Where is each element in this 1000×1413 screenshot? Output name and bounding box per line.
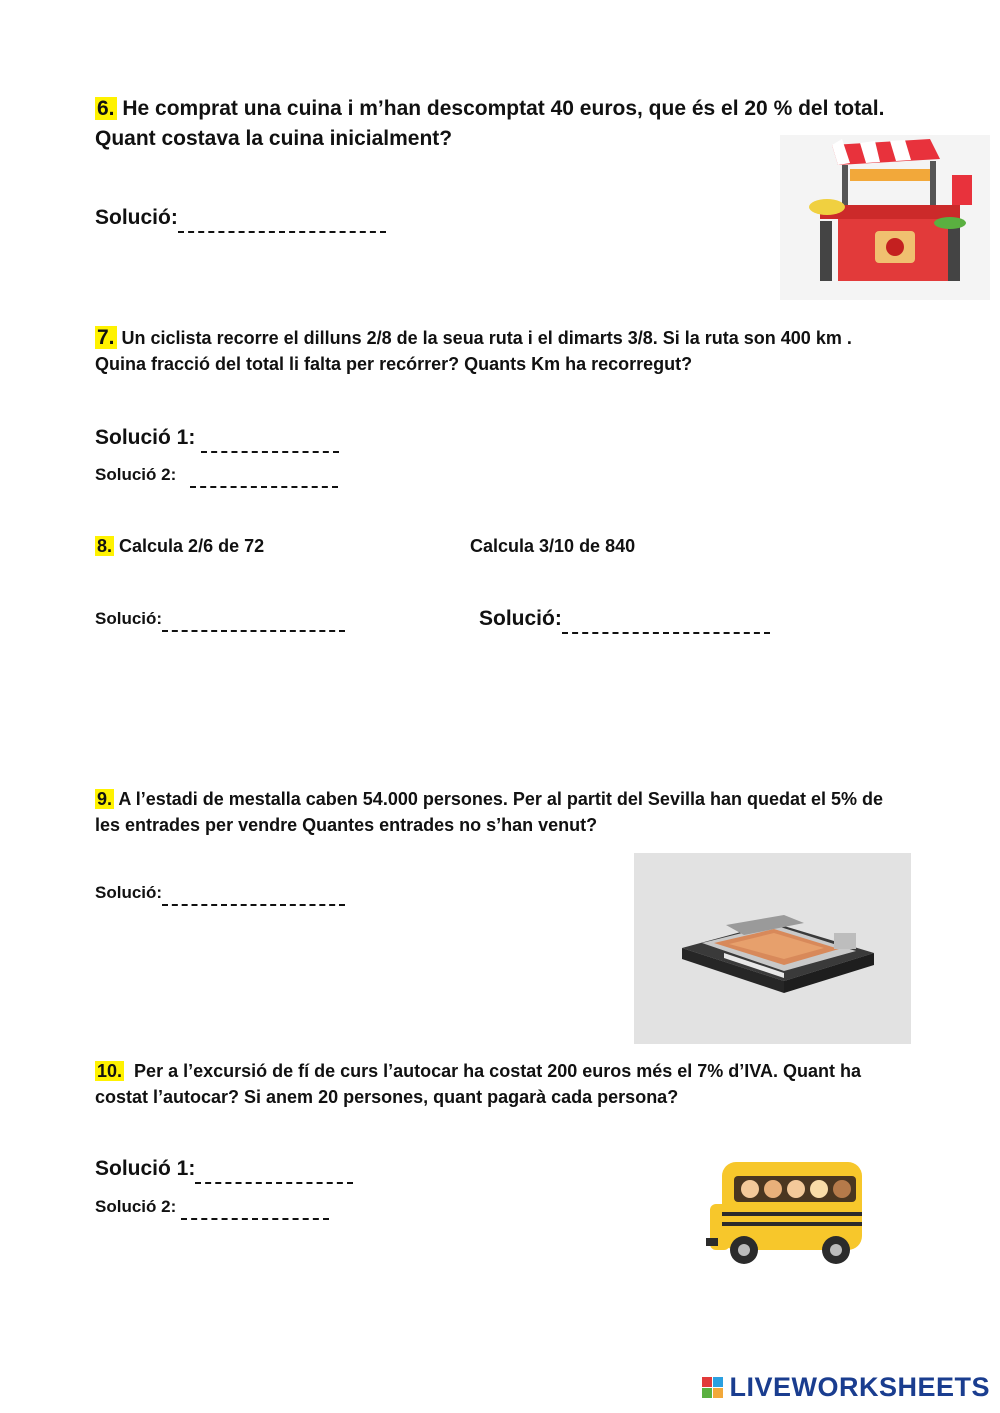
answer-input[interactable]	[195, 1160, 353, 1184]
solution-label: Solució 2:	[95, 1197, 177, 1216]
solution-row	[95, 1154, 353, 1184]
question-8a	[95, 533, 264, 559]
question-number: 9.	[97, 789, 113, 809]
solution-row	[479, 604, 770, 634]
solution-row	[95, 203, 386, 233]
question-number: 8.	[97, 536, 113, 556]
brand-name: LIVEWORKSHEETS	[729, 1372, 990, 1402]
solution-row	[95, 880, 345, 906]
answer-input[interactable]	[162, 608, 345, 632]
question-text: He comprat una cuina i m’han descomptat 40 euros, que és el 20 % del total. Quant costava la cuina inicialment?	[95, 97, 885, 150]
question-10	[95, 1058, 895, 1110]
answer-input[interactable]	[181, 1196, 329, 1220]
school-bus-image	[700, 1140, 870, 1290]
question-text: A l’estadi de mestalla caben 54.000 persones. Per al partit del Sevilla han quedat el 5% de les entrades per vendre Quantes entrades no s’han venut?	[95, 789, 884, 835]
question-text: Per a l’excursió de fí de curs l’autocar ha costat 200 euros més el 7% d’IVA. Quant ha costat l’autocar? Si anem 20 persones, quant pagarà cada persona?	[95, 1061, 861, 1107]
question-number: 10.	[97, 1061, 123, 1081]
question-text: Un ciclista recorre el dilluns 2/8 de la seua ruta i el dimarts 3/8. Si la ruta son 400 km . Quina fracció del total li falta per recórrer? Quants Km ha recorregut?	[95, 328, 852, 374]
solution-row	[95, 606, 345, 632]
question-text: Calcula 3/10 de 840	[470, 536, 636, 556]
question-6	[95, 94, 885, 154]
answer-input[interactable]	[162, 882, 345, 906]
solution-row	[95, 1194, 329, 1220]
solution-label: Solució:	[95, 609, 163, 628]
answer-input[interactable]	[178, 209, 386, 233]
solution-row	[95, 423, 339, 453]
toy-kitchen-image	[780, 135, 990, 300]
question-9	[95, 786, 895, 838]
question-8b	[470, 533, 635, 559]
solution-label: Solució:	[95, 883, 163, 902]
question-number: 6.	[97, 97, 115, 120]
question-number: 7.	[97, 326, 115, 349]
solution-label: Solució:	[95, 206, 178, 229]
answer-input[interactable]	[562, 610, 770, 634]
answer-input[interactable]	[201, 429, 339, 453]
solution-label: Solució 1:	[95, 1157, 196, 1180]
question-7	[95, 325, 885, 377]
solution-row	[95, 462, 338, 488]
question-text: Calcula 2/6 de 72	[119, 536, 265, 556]
solution-label: Solució 2:	[95, 465, 177, 484]
solution-label: Solució:	[479, 607, 562, 630]
logo-icon	[702, 1377, 723, 1398]
liveworksheets-logo	[702, 1372, 990, 1403]
answer-input[interactable]	[190, 464, 338, 488]
solution-label: Solució 1:	[95, 426, 196, 449]
stadium-image	[634, 853, 911, 1044]
